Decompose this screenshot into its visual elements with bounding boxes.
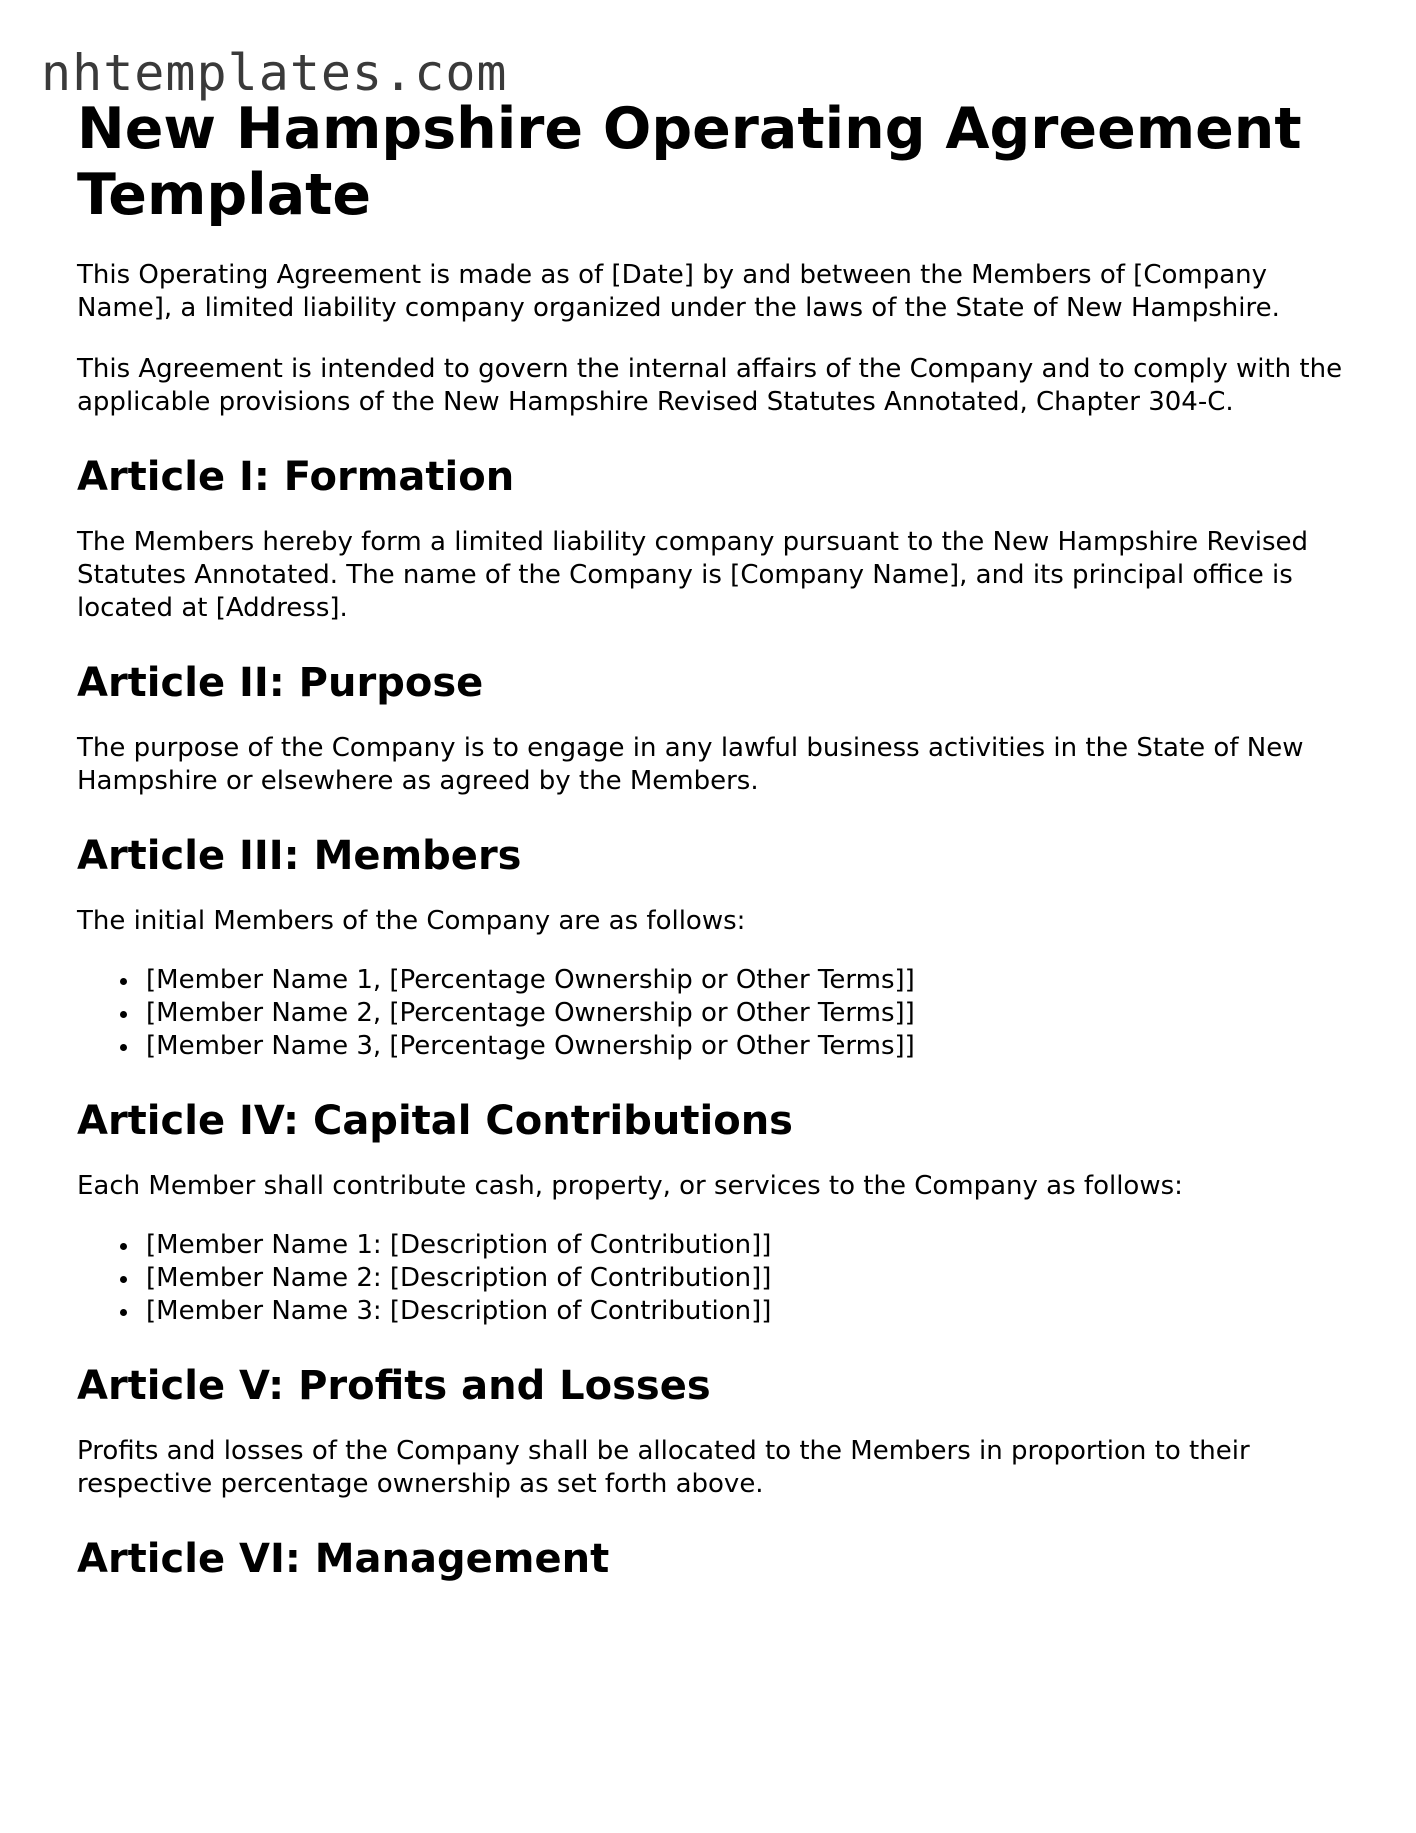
article-text: The Members hereby form a limited liability company pursuant to the New Hampshire Revised Statutes Annotated. The name of the Company is [Company Name], and its principal office is located at [Address]. (77, 527, 1308, 623)
article-text: Each Member shall contribute cash, property, or services to the Company as follows: (77, 1171, 1183, 1201)
article-profits-losses (77, 1362, 1347, 1501)
document-page (77, 96, 1347, 1583)
members-list (77, 964, 1347, 1063)
article-heading: Article IV: Capital Contributions (77, 1098, 793, 1144)
article-formation (77, 453, 1347, 625)
article-text: The purpose of the Company is to engage in any lawful business activities in the State of New Hampshire or elsewhere as agreed by the Members. (77, 733, 1304, 796)
intro-paragraph: This Agreement is intended to govern the internal affairs of the Company and to comply with the applicable provisions of the New Hampshire Revised Statutes Annotated, Chapter 304-C. (77, 354, 1343, 417)
list-item: [Member Name 3: [Description of Contribution]] (77, 1295, 1347, 1328)
article-capital-contributions (77, 1097, 1347, 1328)
article-management (77, 1535, 1347, 1583)
article-heading: Article II: Purpose (77, 660, 484, 706)
article-members (77, 832, 1347, 1063)
article-heading: Article I: Formation (77, 454, 515, 500)
article-heading: Article VI: Management (77, 1536, 610, 1582)
list-item: [Member Name 2: [Description of Contribution]] (77, 1262, 1347, 1295)
list-item: [Member Name 1: [Description of Contribution]] (77, 1229, 1347, 1262)
contributions-list (77, 1229, 1347, 1328)
article-purpose (77, 659, 1347, 798)
article-heading: Article III: Members (77, 833, 522, 879)
list-item: [Member Name 2, [Percentage Ownership or Other Terms]] (77, 997, 1347, 1030)
document-title: New Hampshire Operating Agreement Template (77, 96, 1302, 228)
article-heading: Article V: Profits and Losses (77, 1363, 711, 1409)
list-item: [Member Name 1, [Percentage Ownership or Other Terms]] (77, 964, 1347, 997)
list-item: [Member Name 3, [Percentage Ownership or Other Terms]] (77, 1030, 1347, 1063)
intro-paragraph: This Operating Agreement is made as of [Date] by and between the Members of [Company Name], a limited liability company organized under the laws of the State of New Hampshire. (77, 260, 1280, 323)
article-text: The initial Members of the Company are as follows: (77, 906, 746, 936)
site-watermark: nhtemplates.com (41, 44, 508, 102)
article-text: Profits and losses of the Company shall be allocated to the Members in proportion to their respective percentage ownership as set forth above. (77, 1436, 1250, 1499)
